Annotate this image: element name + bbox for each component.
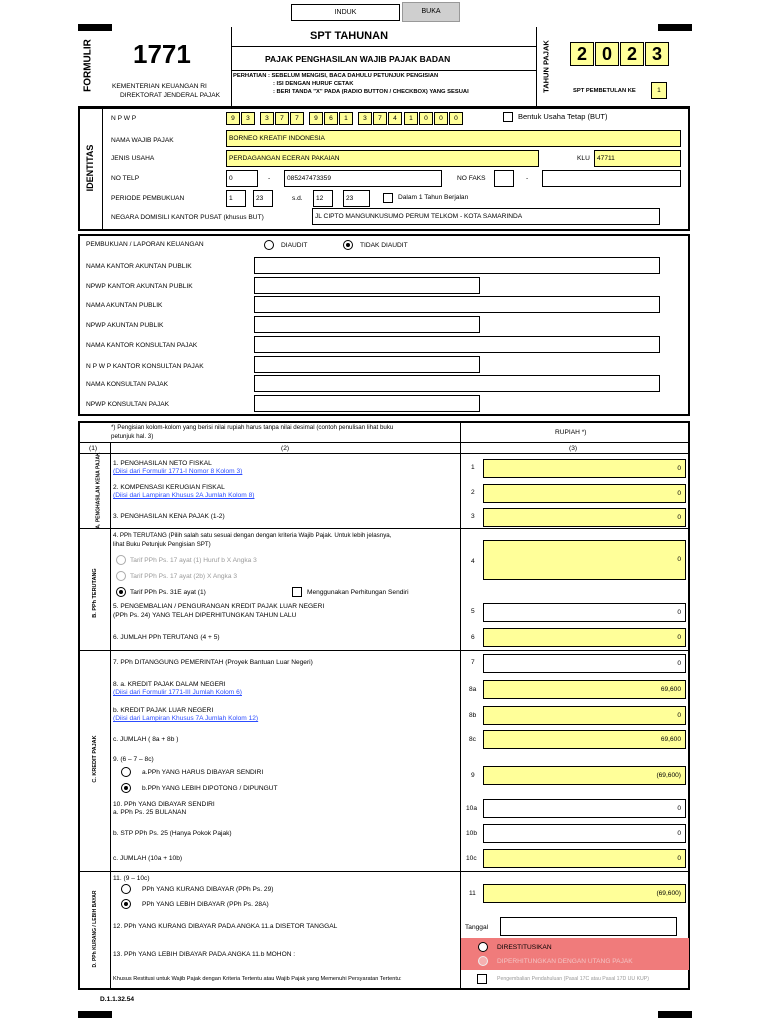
npwp-digit-15[interactable]: 0 <box>449 112 463 125</box>
item8b-link[interactable]: (Diisi dari Lampiran Khusus 7A Jumlah Kolom 12) <box>113 715 259 722</box>
diaudit-radio[interactable] <box>264 240 274 250</box>
item9a-label: a.PPh YANG HARUS DIBAYAR SENDIRI <box>142 769 264 776</box>
col2-header: (2) <box>281 445 290 452</box>
item3-value[interactable]: 0 <box>483 508 686 527</box>
nama-kp-field[interactable] <box>254 375 660 392</box>
form-number: 1771 <box>133 39 191 69</box>
row-number: 5 <box>471 608 475 615</box>
section-a-label: A. PENGHASILAN KENA PAJAK <box>95 452 102 529</box>
telp-label: NO TELP <box>111 175 140 182</box>
item10a-value[interactable]: 0 <box>483 799 686 818</box>
item9a-radio[interactable] <box>121 767 131 777</box>
dalam-tahun-checkbox[interactable] <box>383 193 393 203</box>
jenis-usaha-label: JENIS USAHA <box>111 155 155 162</box>
row-number: 4 <box>471 558 475 565</box>
row-number: 10c <box>466 855 477 862</box>
item12-label: 12. PPh YANG KURANG DIBAYAR PADA ANGKA 11.a DISETOR TANGGAL <box>113 923 338 930</box>
restitusi-label: DIRESTITUSIKAN <box>497 944 552 951</box>
telp-number-field[interactable]: 085247473359 <box>284 170 442 187</box>
item10c-label: c. JUMLAH (10a + 10b) <box>113 855 183 862</box>
tarif-31e-label: Tarif PPh Ps. 31E ayat (1) <box>130 589 206 596</box>
item10b-value[interactable]: 0 <box>483 824 686 843</box>
item7-label: 7. PPh DITANGGUNG PEMERINTAH (Proyek Bantuan Luar Negeri) <box>113 659 313 666</box>
item11b-label: PPh YANG LEBIH DIBAYAR (PPh Ps. 28A) <box>142 901 269 908</box>
periode-from-month[interactable]: 1 <box>226 190 246 207</box>
row-number: 8a <box>469 686 477 693</box>
pembukuan-row-label: NAMA KONSULTAN PAJAK <box>86 381 169 388</box>
year-digit-2[interactable]: 0 <box>595 42 619 66</box>
faks-dash: - <box>526 175 529 182</box>
item8a-link[interactable]: (Diisi dari Formulir 1771-III Jumlah Kolom 6) <box>113 689 242 696</box>
induk-button[interactable]: INDUK <box>291 4 400 21</box>
faks-number-field[interactable] <box>542 170 681 187</box>
tahun-pajak-label: TAHUN PAJAK <box>541 40 551 93</box>
klu-label: KLU <box>577 155 590 162</box>
item4-label-1: 4. PPh TERUTANG (Pilih salah satu sesuai dengan dengan kriteria Wajib Pajak. Untuk lebih jelasnya, <box>113 532 392 539</box>
negara-label: NEGARA DOMISILI KANTOR PUSAT (khusus BUT) <box>111 214 264 221</box>
npwp-kap-field[interactable] <box>254 277 480 294</box>
pengembalian-label: Pengembalian Pendahuluan (Pasal 17C atau Pasal 17D UU KUP) <box>497 976 649 982</box>
formulir-label: FORMULIR <box>82 39 94 92</box>
note-3: : BERI TANDA "X" PADA (RADIO BUTTON / CHECKBOX) YANG SESUAI <box>273 89 469 95</box>
perhitungan-sendiri-label: Menggunakan Perhitungan Sendiri <box>307 589 409 596</box>
item10c-value[interactable]: 0 <box>483 849 686 868</box>
tarif-17-2b-label: Tarif PPh Ps. 17 ayat (2b) X Angka 3 <box>130 573 238 580</box>
tanggal-label: Tanggal <box>465 924 489 931</box>
npwp-digit-13[interactable]: 0 <box>419 112 433 125</box>
periode-label: PERIODE PEMBUKUAN <box>111 195 185 202</box>
item9-value[interactable]: (69,600) <box>483 766 686 785</box>
table-note-1: *) Pengisian kolom-kolom yang berisi nilai rupiah harus tanpa nilai desimal (contoh penulisan lihat buku <box>111 424 394 431</box>
pembukuan-row-label: NAMA KANTOR KONSULTAN PAJAK <box>86 342 198 349</box>
row-number: 8b <box>469 712 477 719</box>
tidak-diaudit-radio[interactable] <box>343 240 353 250</box>
restitusi-radio[interactable] <box>478 942 488 952</box>
nama-kap-field[interactable] <box>254 257 660 274</box>
pembukuan-row-label: N P W P KANTOR KONSULTAN PAJAK <box>86 363 204 370</box>
year-digit-3[interactable]: 2 <box>620 42 644 66</box>
but-label: Bentuk Usaha Tetap (BUT) <box>518 112 608 121</box>
telp-area-field[interactable]: 0 <box>226 170 258 187</box>
npwp-kkp-field[interactable] <box>254 356 480 373</box>
section-c-label: C. KREDIT PAJAK <box>92 735 98 783</box>
row-number: 2 <box>471 489 475 496</box>
year-digit-4[interactable]: 3 <box>645 42 669 66</box>
row-number: 8c <box>469 736 476 743</box>
section-d-label: D. PPh KURANG / LEBIH BAYAR <box>92 890 98 968</box>
item2-label: 2. KOMPENSASI KERUGIAN FISKAL <box>113 484 225 491</box>
faks-area-field[interactable] <box>494 170 514 187</box>
ministry-line-1: KEMENTERIAN KEUANGAN RI <box>112 83 207 90</box>
row-number: 11 <box>469 890 476 897</box>
item4-value[interactable]: 0 <box>483 540 686 580</box>
item6-value[interactable]: 0 <box>483 628 686 647</box>
periode-sd: s.d. <box>292 195 303 202</box>
item7-value[interactable]: 0 <box>483 654 686 673</box>
item9b-label: b.PPh YANG LEBIH DIPOTONG / DIPUNGUT <box>142 785 278 792</box>
utang-pajak-radio[interactable] <box>478 956 488 966</box>
jenis-usaha-field[interactable]: PERDAGANGAN ECERAN PAKAIAN <box>226 150 539 167</box>
col3-header: (3) <box>569 445 578 452</box>
item5-label-2: (PPh Ps. 24) YANG TELAH DIPERHITUNGKAN TAHUN LALU <box>113 612 297 619</box>
pembetulan-label: SPT PEMBETULAN KE <box>573 88 636 94</box>
item5-label-1: 5. PENGEMBALIAN / PENGURANGAN KREDIT PAJAK LUAR NEGERI <box>113 603 325 610</box>
item9-label: 9. (6 – 7 – 8c) <box>113 756 154 763</box>
row-number: 6 <box>471 634 475 641</box>
item8c-label: c. JUMLAH ( 8a + 8b ) <box>113 736 179 743</box>
klu-field[interactable]: 47711 <box>594 150 681 167</box>
tarif-31e-radio[interactable] <box>116 587 126 597</box>
row-number: 9 <box>471 772 475 779</box>
item11b-radio[interactable] <box>121 899 131 909</box>
item10b-label: b. STP PPh Ps. 25 (Hanya Pokok Pajak) <box>113 830 232 837</box>
rupiah-header: RUPIAH *) <box>555 429 587 436</box>
item4-label-2: lihat Buku Petunjuk Pengisian SPT) <box>113 541 211 548</box>
item1-value[interactable]: 0 <box>483 459 686 478</box>
pembukuan-row-label: NAMA AKUNTAN PUBLIK <box>86 302 163 309</box>
npwp-label: N P W P <box>111 115 137 122</box>
but-checkbox[interactable] <box>503 112 513 122</box>
perhitungan-sendiri-checkbox[interactable] <box>292 587 302 597</box>
npwp-digit-9[interactable]: 3 <box>358 112 372 125</box>
pembukuan-row-label: NPWP KONSULTAN PAJAK <box>86 401 170 408</box>
npwp-digit-11[interactable]: 4 <box>388 112 402 125</box>
tarif-17-1b-radio[interactable] <box>116 555 126 565</box>
pembukuan-row-label: NAMA KANTOR AKUNTAN PUBLIK <box>86 263 192 270</box>
item5-value[interactable]: 0 <box>483 603 686 622</box>
item11-label: 11. (9 – 10c) <box>113 875 150 882</box>
npwp-digit-5[interactable]: 7 <box>290 112 304 125</box>
periode-to-month[interactable]: 12 <box>313 190 333 207</box>
npwp-kp-field[interactable] <box>254 395 480 412</box>
item13-label: 13. PPh YANG LEBIH DIBAYAR PADA ANGKA 11.b MOHON : <box>113 951 296 958</box>
tanggal-field[interactable] <box>500 917 677 936</box>
item3-label: 3. PENGHASILAN KENA PAJAK (1-2) <box>113 513 225 520</box>
item10-label: 10. PPh YANG DIBAYAR SENDIRI <box>113 801 215 808</box>
dalam-tahun-label: Dalam 1 Tahun Berjalan <box>398 194 469 201</box>
item9b-radio[interactable] <box>121 783 131 793</box>
row-number: 3 <box>471 513 475 520</box>
pembukuan-row-label: NPWP AKUNTAN PUBLIK <box>86 322 164 329</box>
col1-header: (1) <box>89 445 98 452</box>
nama-field[interactable]: BORNEO KREATIF INDONESIA <box>226 130 681 147</box>
row-number: 10b <box>466 830 478 837</box>
note-2: : ISI DENGAN HURUF CETAK <box>273 81 354 87</box>
npwp-digit-6[interactable]: 9 <box>309 112 323 125</box>
periode-to-year[interactable]: 23 <box>343 190 370 207</box>
utang-pajak-label: DIPERHITUNGKAN DENGAN UTANG PAJAK <box>497 958 633 965</box>
form-code: D.1.1.32.54 <box>100 996 135 1003</box>
registration-mark-bottom-right <box>658 1011 692 1018</box>
section-b-label: B. PPh TERUTANG <box>92 568 98 618</box>
note-1: PERHATIAN : SEBELUM MENGISI, BACA DAHULU PETUNJUK PENGISIAN <box>233 73 439 79</box>
tidak-diaudit-label: TIDAK DIAUDIT <box>360 242 408 249</box>
npwp-digit-10[interactable]: 7 <box>373 112 387 125</box>
item8a-value[interactable]: 69,600 <box>483 680 686 699</box>
item11-value[interactable]: (69,600) <box>483 884 686 903</box>
item2-link[interactable]: (Diisi dari Lampiran Khusus 2A Jumlah Kolom 8) <box>113 492 255 499</box>
pengembalian-checkbox[interactable] <box>477 974 487 984</box>
item11a-radio[interactable] <box>121 884 131 894</box>
periode-from-year[interactable]: 23 <box>253 190 273 207</box>
faks-label: NO FAKS <box>457 175 486 182</box>
tarif-17-2b-radio[interactable] <box>116 571 126 581</box>
item8c-value[interactable]: 69,600 <box>483 730 686 749</box>
item8b-value[interactable]: 0 <box>483 706 686 725</box>
item8b-label: b. KREDIT PAJAK LUAR NEGERI <box>113 707 214 714</box>
npwp-digit-4[interactable]: 7 <box>275 112 289 125</box>
pembukuan-row-label: NPWP KANTOR AKUNTAN PUBLIK <box>86 283 193 290</box>
npwp-digit-3[interactable]: 3 <box>260 112 274 125</box>
khusus-label: Khusus Restitusi untuk Wajib Pajak dengan Kriteria Tertentu atau Wajib Pajak yang Memenuhi Persyaratan Tertentu: <box>113 976 402 982</box>
table-note-2: petunjuk hal. 3) <box>111 433 154 440</box>
registration-mark-bottom-left <box>78 1011 112 1018</box>
year-digit-1[interactable]: 2 <box>570 42 594 66</box>
item6-label: 6. JUMLAH PPh TERUTANG (4 + 5) <box>113 634 220 641</box>
identitas-label: IDENTITAS <box>85 144 95 192</box>
pembetulan-field[interactable]: 1 <box>651 82 667 99</box>
nama-label: NAMA WAJIB PAJAK <box>111 137 174 144</box>
title: SPT TAHUNAN <box>310 30 389 42</box>
item1-link[interactable]: (Diisi dari Formulir 1771-I Nomor 8 Kolom 3) <box>113 468 243 475</box>
item8a-label: 8. a. KREDIT PAJAK DALAM NEGERI <box>113 681 226 688</box>
pembukuan-label: PEMBUKUAN / LAPORAN KEUANGAN <box>86 241 204 248</box>
npwp-digit-7[interactable]: 6 <box>324 112 338 125</box>
telp-dash: - <box>268 175 271 182</box>
subtitle: PAJAK PENGHASILAN WAJIB PAJAK BADAN <box>265 54 451 64</box>
nama-kkp-field[interactable] <box>254 336 660 353</box>
npwp-ap-field[interactable] <box>254 316 480 333</box>
row-number: 10a <box>466 805 478 812</box>
buka-button[interactable]: BUKA <box>402 2 460 22</box>
row-number: 7 <box>471 659 475 666</box>
ministry-line-2: DIREKTORAT JENDERAL PAJAK <box>120 92 221 99</box>
nama-ap-field[interactable] <box>254 296 660 313</box>
npwp-digit-2[interactable]: 3 <box>241 112 255 125</box>
item10a-label: a. PPh Ps. 25 BULANAN <box>113 809 187 816</box>
row-number: 1 <box>471 464 475 471</box>
alamat-field[interactable]: JL CIPTO MANGUNKUSUMO PERUM TELKOM - KOTA SAMARINDA <box>312 208 660 225</box>
diaudit-label: DIAUDIT <box>281 242 308 249</box>
npwp-digit-1[interactable]: 9 <box>226 112 240 125</box>
tarif-17-1b-label: Tarif PPh Ps. 17 ayat (1) Huruf b X Angka 3 <box>130 557 257 564</box>
item2-value[interactable]: 0 <box>483 484 686 503</box>
npwp-digit-8[interactable]: 1 <box>339 112 353 125</box>
npwp-digit-14[interactable]: 0 <box>434 112 448 125</box>
npwp-digit-12[interactable]: 1 <box>404 112 418 125</box>
item11a-label: PPh YANG KURANG DIBAYAR (PPh Ps. 29) <box>142 886 274 893</box>
item1-label: 1. PENGHASILAN NETO FISKAL <box>113 460 212 467</box>
